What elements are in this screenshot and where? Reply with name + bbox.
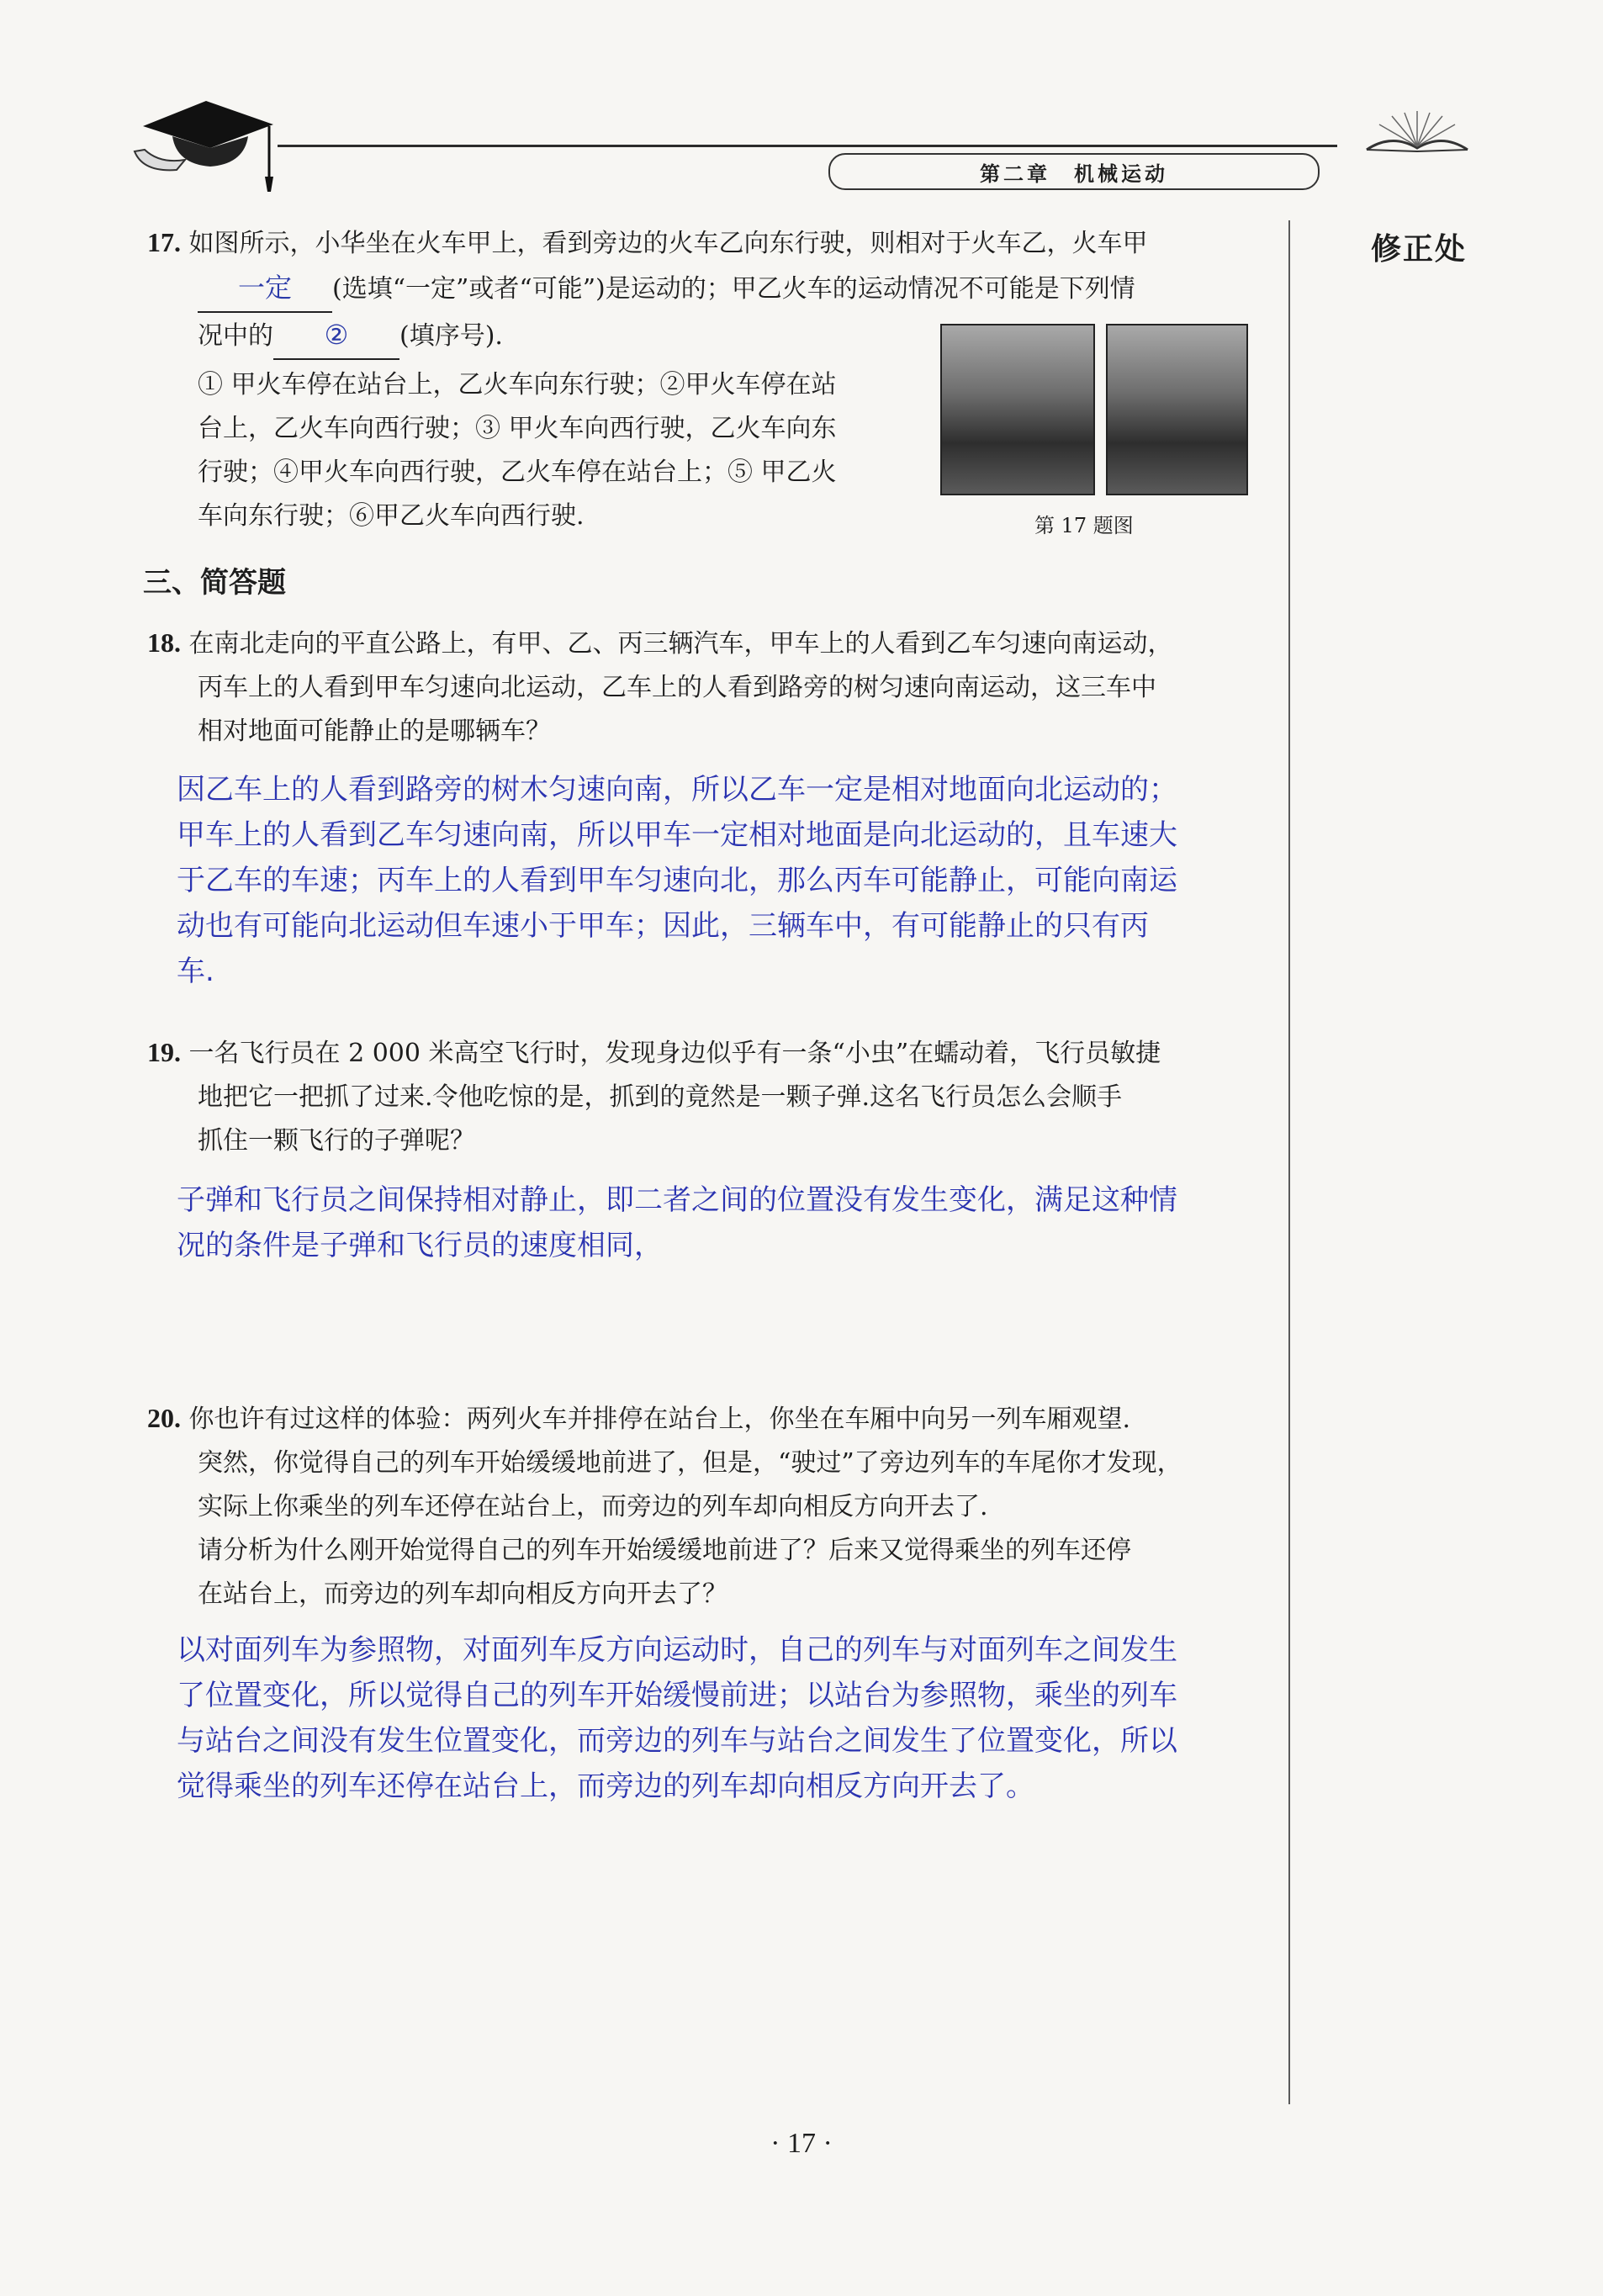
section-title: 三、简答题: [143, 566, 286, 600]
correction-label: 修正处: [1371, 231, 1468, 267]
question-text: 抓住一颗飞行的子弹呢？: [198, 1126, 475, 1156]
question-text: (选填“一定”或者“可能”)是运动的；甲乙火车的运动情况不可能是下列情: [332, 274, 1135, 304]
train-photo-left: [940, 324, 1095, 495]
question-text: 在站台上，而旁边的列车却向相反方向开去了？: [198, 1579, 727, 1609]
question-18: [147, 621, 1274, 754]
question-text: 况中的: [198, 321, 273, 351]
open-book-icon: [1358, 108, 1476, 158]
option-line: 台上，乙火车向西行驶；③ 甲火车向西行驶，乙火车向东: [198, 414, 837, 443]
question-text: 请分析为什么刚开始觉得自己的列车开始缓缓地前进了？后来又觉得乘坐的列车还停: [198, 1536, 1131, 1565]
question-number: 18.: [147, 627, 181, 658]
question-number: 19.: [147, 1037, 181, 1067]
answer-19: 子弹和飞行员之间保持相对静止，即二者之间的位置没有发生变化，满足这种情 况的条件是子弹和飞行员的速度相同，: [177, 1183, 1177, 1262]
question-text: (填序号).: [399, 321, 503, 351]
option-line: ① 甲火车停在站台上，乙火车向东行驶；②甲火车停在站: [198, 370, 837, 399]
question-text: 一名飞行员在 2 000 米高空飞行时，发现身边似乎有一条“小虫”在蠕动着，飞行员敏捷: [188, 1039, 1161, 1068]
question-number: 20.: [147, 1403, 181, 1433]
question-text: 你也许有过这样的体验：两列火车并排停在站台上，你坐在车厢中向另一列车厢观望.: [188, 1405, 1131, 1434]
question-text: 突然，你觉得自己的列车开始缓缓地前进了，但是，“驶过”了旁边列车的车尾你才发现，: [198, 1448, 1182, 1478]
option-line: 车向东行驶；⑥甲乙火车向西行驶.: [198, 501, 585, 531]
option-line: 行驶；④甲火车向西行驶，乙火车停在站台上；⑤ 甲乙火: [198, 458, 837, 487]
question-19: [147, 1030, 1274, 1163]
question-text: 相对地面可能静止的是哪辆车？: [198, 717, 551, 746]
question-17: [147, 220, 1274, 538]
question-20: [147, 1396, 1274, 1616]
answer-20: 以对面列车为参照物，对面列车反方向运动时，自己的列车与对面列车之间发生 了位置变化，所以觉得自己的列车开始缓慢前进；以站台为参照物，乘坐的列车 与站台之间没有发生位置变化，而旁边的列车与站台之间发生了位置变化，所以 觉得乘坐的列车还停在站台上，而旁边的列车却向相反方向开去了。: [177, 1633, 1177, 1803]
question-text: 丙车上的人看到甲车匀速向北运动，乙车上的人看到路旁的树匀速向南运动，这三车中: [198, 673, 1156, 702]
answer-18: 因乙车上的人看到路旁的树木匀速向南，所以乙车一定是相对地面向北运动的； 甲车上的人看到乙车匀速向南，所以甲车一定相对地面是向北运动的，且车速大 于乙车的车速；丙车上的人看到甲车匀速向北，那么丙车可能静止，可能向南运 动也有可能向北运动但车速小于甲车；因此，三辆车中，有可能静止的只有丙 车.: [177, 773, 1177, 988]
question-text: 实际上你乘坐的列车还停在站台上，而旁边的列车却向相反方向开去了.: [198, 1492, 988, 1521]
page-number: · 17 ·: [770, 2128, 833, 2159]
chapter-title: 第二章 机械运动: [828, 153, 1320, 190]
question-text: 如图所示，小华坐在火车甲上，看到旁边的火车乙向东行驶，则相对于火车乙，火车甲: [188, 229, 1148, 258]
answer-blank-1: 一定: [198, 266, 332, 313]
figure-caption: 第 17 题图: [1034, 514, 1134, 537]
question-text: 地把它一把抓了过来.令他吃惊的是，抓到的竟然是一颗子弹.这名飞行员怎么会顺手: [198, 1082, 1123, 1112]
answer-blank-2: ②: [273, 313, 399, 360]
graduation-cap-icon: [126, 93, 286, 193]
question-number: 17.: [147, 227, 181, 257]
margin-divider: [1288, 220, 1290, 2104]
header-rule: [278, 145, 1337, 147]
train-photo-right: [1106, 324, 1248, 495]
question-text: 在南北走向的平直公路上，有甲、乙、丙三辆汽车，甲车上的人看到乙车匀速向南运动，: [188, 629, 1173, 659]
